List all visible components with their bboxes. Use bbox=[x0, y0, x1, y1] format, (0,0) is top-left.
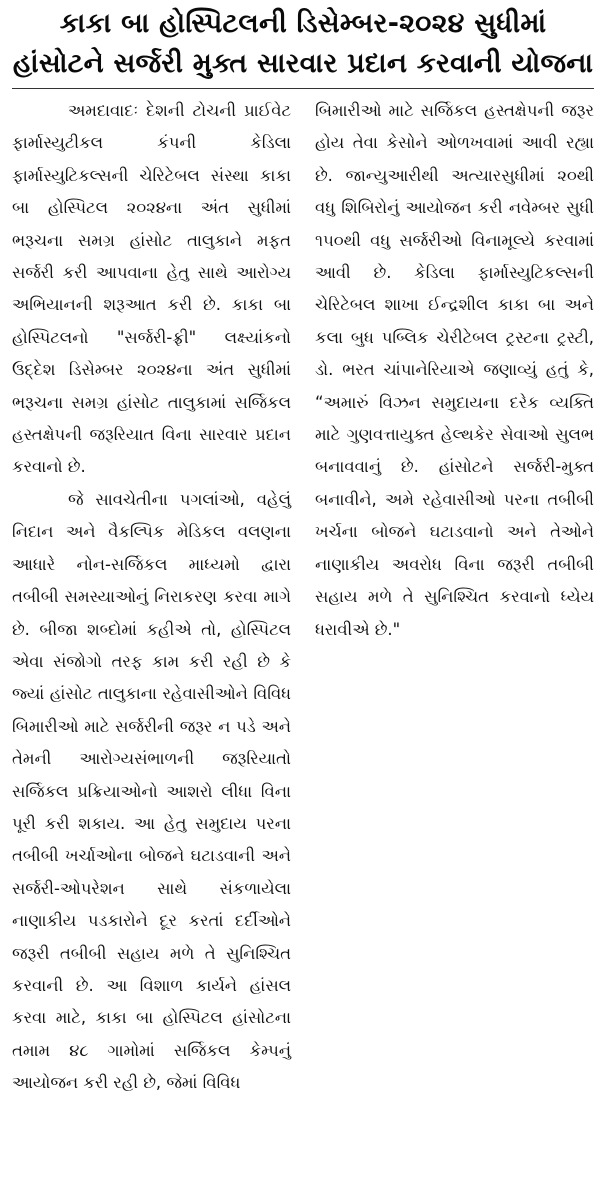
headline-line-1: કાકા બા હોસ્પિટલની ડિસેમ્બર-૨૦૨૪ સુધીમાં bbox=[59, 8, 547, 39]
article-body bbox=[12, 95, 594, 1100]
headline-divider bbox=[12, 88, 594, 89]
right-paragraph-1: બિમારીઓ માટે સર્જિકલ હસ્તક્ષેપની જરૂર હોય તેવા કેસોને ઓળખવામાં આવી રહ્યા છે. જાન્યુઆરીથી અત્યારસુધીમાં ૨૦થી વધુ શિબિરોનું આયોજન કરી નવેમ્બર સુધી ૧૫૦થી વધુ સર્જરીઓ વિનામૂલ્યે કરવામાં આવી છે. કેડિલા ફાર્માસ્યુટિકલ્સની ચેરિટેબલ શાખા ઈન્દ્રશીલ કાકા બા અને કલા બુધ પબ્લિક ચેરીટેબલ ટ્રસ્ટના ટ્રસ્ટી, ડો. ભરત ચાંપાનેરિયાએ જણાવ્યું હતું કે, “અમારું વિઝન સમુદાયના દરેક વ્યક્તિ માટે ગુણવત્તાયુક્ત હેલ્થકેર સેવાઓ સુલભ બનાવવાનું છે. હાંસોટને સર્જરી-મુક્ત બનાવીને, અમે રહેવાસીઓ પરના તબીબી ખર્ચના બોજને ઘટાડવાનો અને તેઓને નાણાકીય અવરોધ વિના જરૂરી તબીબી સહાય મળે તે સુનિશ્ચિત કરવાનો ધ્યેય ધરાવીએ છે." bbox=[315, 101, 594, 639]
headline bbox=[12, 4, 594, 84]
left-paragraph-2: જે સાવચેતીના પગલાંઓ, વહેલું નિદાન અને વૈકલ્પિક મેડિકલ વલણના આધારે નોન-સર્જિકલ માધ્યમો દ્વારા તબીબી સમસ્યાઓનું નિરાકરણ કરવા માગે છે. બીજા શબ્દોમાં કહીએ તો, હોસ્પિટલ એવા સંજોગો તરફ કામ કરી રહી છે કે જ્યાં હાંસોટ તાલુકાના રહેવાસીઓને વિવિધ બિમારીઓ માટે સર્જરીની જરૂર ન પડે અને તેમની આરોગ્યસંભાળની જરૂરિયાતો સર્જિકલ પ્રક્રિયાઓનો આશરો લીધા વિના પૂરી કરી શકાય. આ હેતુ સમુદાય પરના તબીબી ખર્ચાઓના બોજને ઘટાડવાની અને સર્જરી-ઓપરેશન સાથે સંકળાયેલા નાણાકીય પડકારોને દૂર કરતાં દર્દીઓને જરૂરી તબીબી સહાય મળે તે સુનિશ્ચિત કરવાની છે. આ વિશાળ કાર્યને હાંસલ કરવા માટે, કાકા બા હોસ્પિટલ હાંસોટના તમામ ૪૮ ગામોમાં સર્જિકલ કેમ્પનું આયોજન કરી રહી છે, જેમાં વિવિધ bbox=[12, 489, 291, 1093]
headline-line-2: હાંસોટને સર્જરી મુક્ત સારવાર પ્રદાન કરવાની યોજના bbox=[12, 48, 594, 79]
column-divider bbox=[303, 95, 304, 1100]
left-column bbox=[12, 95, 291, 1100]
left-paragraph-1: અમદાવાદઃ દેશની ટોચની પ્રાઈવેટ ફાર્માસ્યુટીકલ કંપની કેડિલા ફાર્માસ્યુટિકલ્સની ચેરિટેબલ સંસ્થા કાકા બા હોસ્પિટલ ૨૦૨૪ના અંત સુધીમાં ભરૂચના સમગ્ર હાંસોટ તાલુકાને મફત સર્જરી કરી આપવાના હેતુ સાથે આરોગ્ય અભિયાનની શરૂઆત કરી છે. કાકા બા હોસ્પિટલનો "સર્જરી-ફ્રી" લક્ષ્યાંકનો ઉદ્દેશ ડિસેમ્બર ૨૦૨૪ના અંત સુધીમાં ભરૂચના સમગ્ર હાંસોટ તાલુકામાં સર્જિકલ હસ્તક્ષેપની જરૂરિયાત વિના સારવાર પ્રદાન કરવાનો છે. bbox=[12, 101, 291, 477]
right-column bbox=[315, 95, 594, 646]
